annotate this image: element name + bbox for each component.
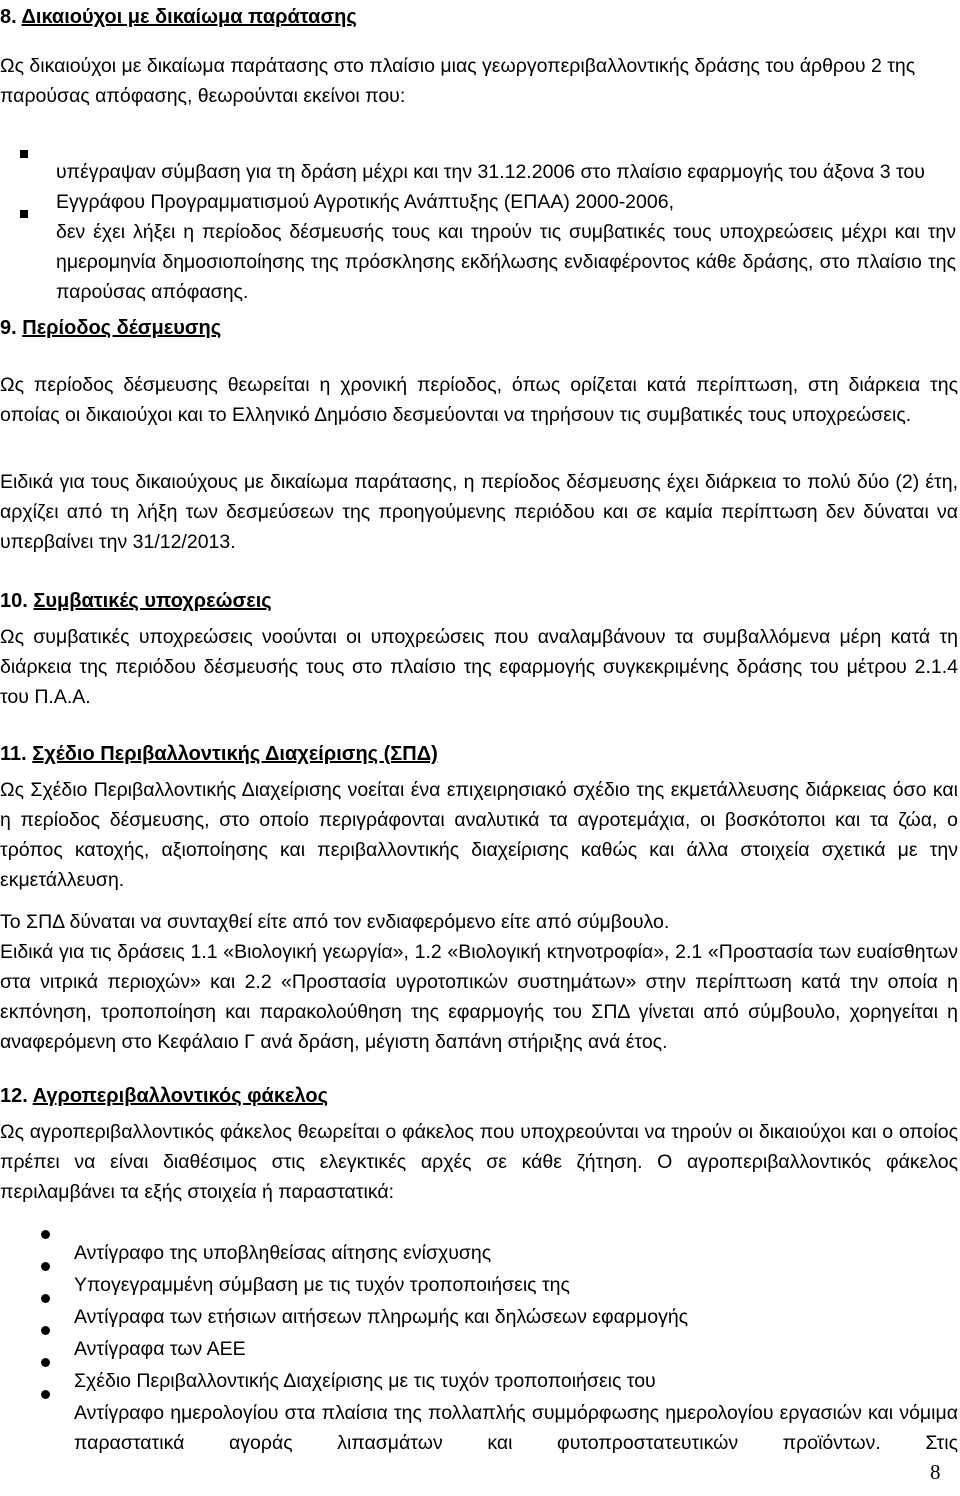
section-12-number: 12. xyxy=(0,1085,28,1107)
section-8-bullet-2: δεν έχει λήξει η περίοδος δέσμευσής τους και τηρούν τις συμβατικές τους υποχρεώσεις μέχρι και την ημερομηνία δημοσιοποίησης της πρόσκλησης εκδήλωσης ενδιαφέροντος κάθε δράσης, στο πλαίσιο της παρούσας απόφασης. xyxy=(56,220,956,303)
page-number: 8 xyxy=(930,1460,941,1484)
square-bullet-icon xyxy=(20,210,28,218)
section-12-bullet-3: Αντίγραφα των ετήσιων αιτήσεων πληρωμής και δηλώσεων εφαρμογής xyxy=(74,1305,689,1328)
section-9-heading xyxy=(0,315,958,341)
round-bullet-icon xyxy=(41,1358,50,1367)
section-10-paragraph-1: Ως συμβατικές υποχρεώσεις νοούνται οι υποχρεώσεις που αναλαμβάνουν τα συμβαλλόμενα μέρη κατά τη διάρκεια της περιόδου δέσμευσής τους στο πλαίσιο της εφαρμογής συγκεκριμένης δράσης του μέτρου 2.1.4 του Π.Α.Α. xyxy=(0,626,958,708)
section-11-title: Σχέδιο Περιβαλλοντικής Διαχείρισης (ΣΠΔ) xyxy=(32,743,438,765)
section-11-paragraph-2: Το ΣΠΔ δύναται να συνταχθεί είτε από τον ενδιαφερόμενο είτε από σύμβουλο. xyxy=(0,911,670,933)
section-10-heading xyxy=(0,588,958,614)
section-11-heading xyxy=(0,741,958,767)
round-bullet-icon xyxy=(41,1390,50,1399)
section-12-bullet-6: Αντίγραφο ημερολογίου στα πλαίσια της πολλαπλής συμμόρφωσης ημερολογίου εργασιών και νόμιμα παραστατικά αγοράς λιπασμάτων και φυτοπροστατευτικών προϊόντων. Στις xyxy=(74,1401,958,1454)
section-8-heading xyxy=(0,4,958,30)
round-bullet-icon xyxy=(41,1326,50,1335)
section-8-bullet-1: υπέγραψαν σύμβαση για τη δράση μέχρι και την 31.12.2006 στο πλαίσιο εφαρμογής του άξονα 3 του Εγγράφου Προγραμματισμού Αγροτικής Ανάπτυξης (ΕΠΑΑ) 2000-2006, xyxy=(56,160,925,213)
section-12-bullet-2: Υπογεγραμμένη σύμβαση με τις τυχόν τροποποιήσεις της xyxy=(74,1273,570,1296)
section-8-title: Δικαιούχοι με δικαίωμα παράτασης xyxy=(21,6,357,28)
section-12-paragraph-1: Ως αγροπεριβαλλοντικός φάκελος θεωρείται ο φάκελος που υποχρεούνται να τηρούν οι δικαιούχοι και ο οποίος πρέπει να είναι διαθέσιμος στις ελεγκτικές αρχές σε κάθε ζήτηση. Ο αγροπεριβαλλοντικός φάκελος περιλαμβάνει τα εξής στοιχεία ή παραστατικά: xyxy=(0,1121,958,1203)
round-bullet-icon xyxy=(41,1294,50,1303)
section-10-number: 10. xyxy=(0,590,28,612)
section-12-bullet-5: Σχέδιο Περιβαλλοντικής Διαχείρισης με τις τυχόν τροποποιήσεις του xyxy=(74,1369,656,1392)
section-8-number: 8. xyxy=(0,6,17,28)
section-9-title: Περίοδος δέσμευσης xyxy=(22,317,222,339)
section-11-paragraph-3: Ειδικά για τις δράσεις 1.1 «Βιολογική γεωργία», 1.2 «Βιολογική κτηνοτροφία», 2.1 «Προστασία των ευαίσθητων στα νιτρικά περιοχών» και 2.2 «Προστασία υγροτοπικών συστημάτων» στην περίπτωση κατά την οποία η εκπόνηση, τροποποίηση και παρακολούθηση της εφαρμογής του ΣΠΔ γίνεται από σύμβουλο, χορηγείται η αναφερόμενη στο Κεφάλαιο Γ ανά δράση, μέγιστη δαπάνη στήριξης ανά έτος. xyxy=(0,941,958,1053)
round-bullet-icon xyxy=(41,1262,50,1271)
section-11-paragraph-1: Ως Σχέδιο Περιβαλλοντικής Διαχείρισης νοείται ένα επιχειρησιακό σχέδιο της εκμετάλλευσης διάρκειας όσο και η περίοδος δέσμευσης, στο οποίο περιγράφονται αναλυτικά τα αγροτεμάχια, οι βοσκότοποι και τα ζώα, ο τρόπος κατοχής, αξιοποίησης και περιβαλλοντικής διαχείρισης καθώς και άλλα στοιχεία σχετικά με την εκμετάλλευση. xyxy=(0,779,958,891)
section-11-number: 11. xyxy=(0,743,27,765)
section-12-title: Αγροπεριβαλλοντικός φάκελος xyxy=(32,1085,328,1107)
section-9-number: 9. xyxy=(0,317,17,339)
section-12-bullet-1: Αντίγραφο της υποβληθείσας αίτησης ενίσχυσης xyxy=(74,1241,492,1264)
section-9-paragraph-2: Ειδικά για τους δικαιούχους με δικαίωμα παράτασης, η περίοδος δέσμευσης έχει διάρκεια το πολύ δύο (2) έτη, αρχίζει από τη λήξη των δεσμεύσεων της προηγούμενης περιόδου και σε καμία περίπτωση δεν δύναται να υπερβαίνει την 31/12/2013. xyxy=(0,471,958,553)
section-8-paragraph-1: Ως δικαιούχοι με δικαίωμα παράτασης στο πλαίσιο μιας γεωργοπεριβαλλοντικής δράσης του άρθρου 2 της παρούσας απόφασης, θεωρούνται εκείνοι που: xyxy=(0,55,916,107)
section-9-paragraph-1: Ως περίοδος δέσμευσης θεωρείται η χρονική περίοδος, όπως ορίζεται κατά περίπτωση, στη διάρκεια της οποίας οι δικαιούχοι και το Ελληνικό Δημόσιο δεσμεύονται να τηρήσουν τις συμβατικές τους υποχρεώσεις. xyxy=(0,374,958,426)
section-10-title: Συμβατικές υποχρεώσεις xyxy=(33,590,272,612)
round-bullet-icon xyxy=(41,1230,50,1239)
section-12-bullet-4: Αντίγραφα των ΑΕΕ xyxy=(74,1337,246,1360)
section-12-heading xyxy=(0,1083,958,1109)
square-bullet-icon xyxy=(20,150,28,158)
